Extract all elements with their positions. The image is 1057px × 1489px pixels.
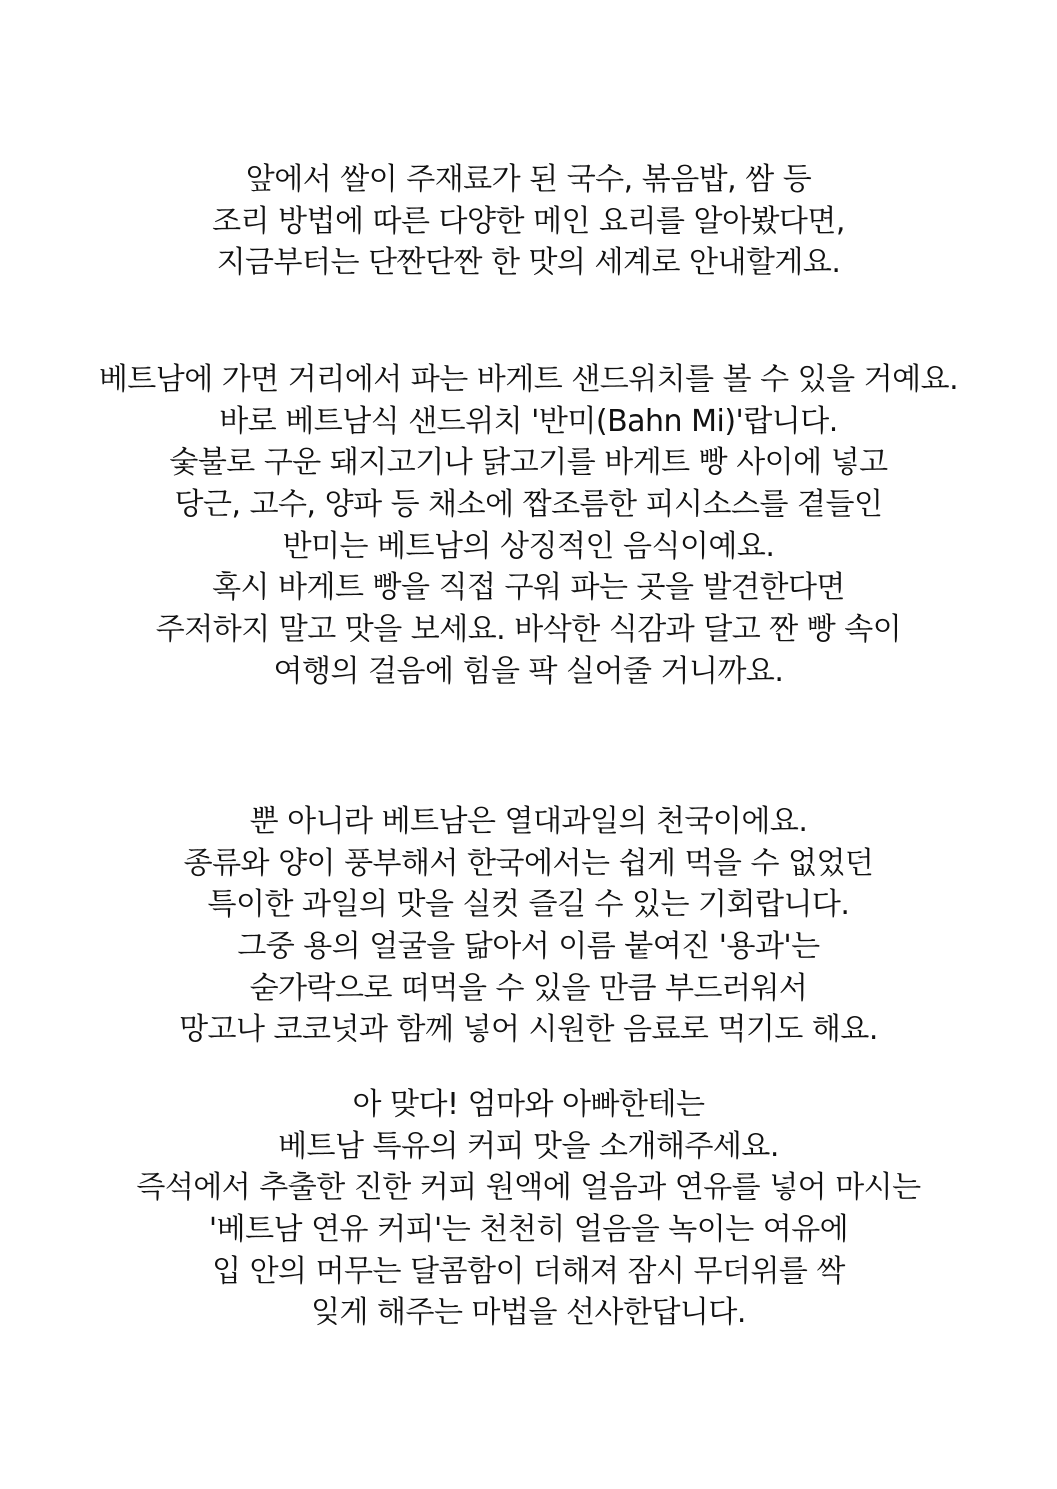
text-line: 망고나 코코넛과 함께 넣어 시원한 음료로 먹기도 해요.: [179, 1012, 878, 1048]
text-line: 즉석에서 추출한 진한 커피 원액에 얼음과 연유를 넣어 마시는: [136, 1170, 921, 1206]
text-line: 베트남에 가면 거리에서 파는 바게트 샌드위치를 볼 수 있을 거예요.: [98, 362, 959, 397]
text-line: '베트남 연유 커피'는 천천히 얼음을 녹이는 여유에: [208, 1212, 849, 1248]
paragraph-vietnamese-coffee: [0, 1084, 1057, 1334]
text-line: 뿐 아니라 베트남은 열대과일의 천국이에요.: [249, 804, 808, 839]
text-line: 그중 용의 얼굴을 닮아서 이름 붙여진 '용과'는: [237, 929, 820, 965]
text-line: 특이한 과일의 맛을 실컷 즐길 수 있는 기회랍니다.: [207, 887, 850, 923]
text-line: 입 안의 머무는 달콤함이 더해져 잠시 무더위를 싹: [212, 1253, 845, 1289]
text-line: 베트남 특유의 커피 맛을 소개해주세요.: [278, 1128, 779, 1164]
paragraph-intro: [0, 159, 1057, 284]
text-line: 숟가락으로 떠먹을 수 있을 만큼 부드러워서: [249, 970, 808, 1006]
text-line: 반미는 베트남의 상징적인 음식이예요.: [282, 528, 775, 564]
text-line: 바로 베트남식 샌드위치 '반미(Bahn Mi)'랍니다.: [219, 403, 838, 439]
text-line: 숯불로 구운 돼지고기나 닭고기를 바게트 빵 사이에 넣고: [169, 445, 888, 481]
text-line: 여행의 걸음에 힘을 팍 실어줄 거니까요.: [273, 653, 784, 689]
text-line: 아 맞다! 엄마와 아빠한테는: [352, 1087, 705, 1122]
text-line: 지금부터는 단짠단짠 한 맛의 세계로 안내할게요.: [216, 245, 841, 281]
text-line: 종류와 양이 풍부해서 한국에서는 쉽게 먹을 수 없었던: [183, 845, 874, 881]
text-line: 혹시 바게트 빵을 직접 구워 파는 곳을 발견한다면: [212, 570, 845, 606]
text-line: 주저하지 말고 맛을 보세요. 바삭한 식감과 달고 짠 빵 속이: [155, 612, 902, 648]
paragraph-banh-mi: [0, 359, 1057, 693]
text-line: 앞에서 쌀이 주재료가 된 국수, 볶음밥, 쌈 등: [245, 162, 812, 197]
text-line: 잊게 해주는 마법을 선사한답니다.: [311, 1295, 746, 1331]
paragraph-tropical-fruit: [0, 801, 1057, 1051]
text-line: 조리 방법에 따른 다양한 메인 요리를 알아봤다면,: [212, 203, 845, 239]
text-line: 당근, 고수, 양파 등 채소에 짭조름한 피시소스를 곁들인: [174, 487, 883, 523]
